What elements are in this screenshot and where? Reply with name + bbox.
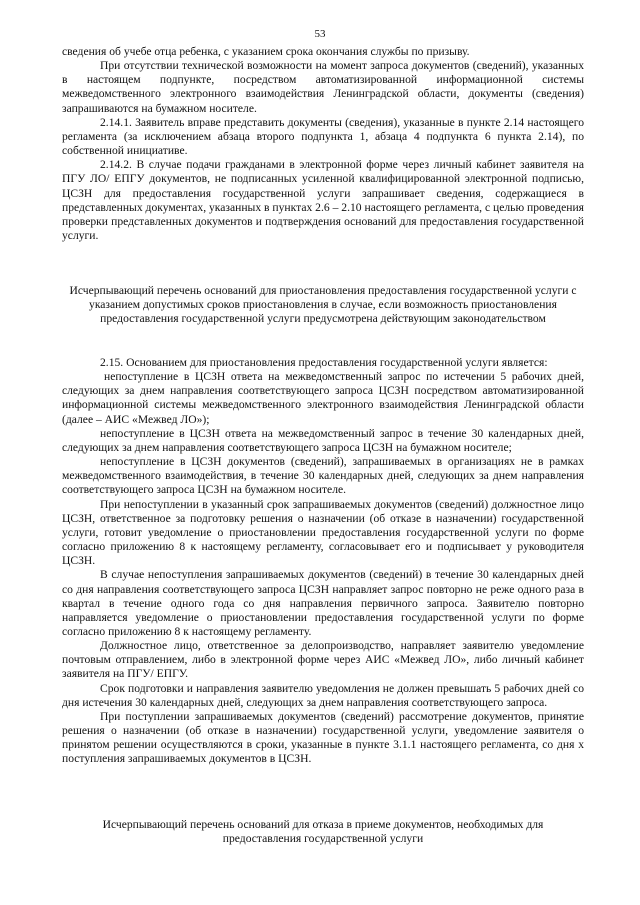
section-paragraphs-1 — [62, 45, 584, 243]
paragraph: В случае непоступления запрашиваемых документов (сведений) в течение 30 календарных дней со дня направления соответствующего запроса ЦСЗН направляет запрос повторно не реже одного раза в квартал в течение одного года со дня направления первичного запроса. Заявителю повторно направляется уведомление о приостановлении предоставления государственной услуги по форме согласно приложению 8 к настоящему регламенту. — [62, 568, 584, 638]
paragraph: При отсутствии технической возможности на момент запроса документов (сведений), указанных в настоящем подпункте, посредством автоматизированной информационной системы межведомственного электронного взаимодействия Ленинградской области, документы (сведения) запрашиваются на бумажном носителе. — [62, 59, 584, 115]
paragraph: 2.14.2. В случае подачи гражданами в электронной форме через личный кабинет заявителя на ПГУ ЛО/ ЕПГУ документов, не подписанных усиленной квалифицированной электронной подписью, ЦСЗН для предоставления государственной услуги запрашивает сведения, содержащиеся в представленных документах, указанных в пунктах 2.6 – 2.10 настоящего регламента, с целью проведения проверки представленных документов и подтверждения оснований для предоставления государственной услуги. — [62, 158, 584, 243]
paragraph: Срок подготовки и направления заявителю уведомления не должен превышать 5 рабочих дней со дня истечения 30 календарных дней, следующих за днем направления соответствующего запроса. — [62, 681, 584, 709]
page-number: 53 — [314, 28, 326, 40]
section-heading-refusal — [62, 818, 584, 846]
paragraph: 2.15. Основанием для приостановления предоставления государственной услуги является: — [100, 356, 548, 369]
paragraph: При непоступлении в указанный срок запрашиваемых документов (сведений) должностное лицо ЦСЗН, ответственное за подготовку решения о назначении (об отказе в назначении) государственной услуги, готовит уведомление о приостановлении предоставления государственной услуги по форме согласно приложению 8 к настоящему регламенту, согласовывает его и подписывает у руководителя ЦСЗН. — [62, 497, 584, 568]
paragraph: Должностное лицо, ответственное за делопроизводство, направляет заявителю уведомление почтовым отправлением, либо в электронной форме через АИС «Межвед ЛО», либо личный кабинет заявителя на ПГУ/ ЕПГУ. — [62, 639, 584, 681]
paragraph: 2.14.1. Заявитель вправе представить документы (сведения), указанные в пункте 2.14 настоящего регламента (за исключением абзаца второго подпункта 1, абзаца 4 подпункта 6 пункта 2.14), по собственной инициативе. — [62, 115, 584, 158]
section-heading: Исчерпывающий перечень оснований для отказа в приеме документов, необходимых для предоставления государственной услуги — [102, 818, 544, 846]
section-paragraphs-2 — [62, 356, 584, 767]
paragraph: сведения об учебе отца ребенка, с указанием срока окончания службы по призыву. — [62, 45, 470, 58]
paragraph: При поступлении запрашиваемых документов (сведений) рассмотрение документов, принятие решения о назначении (об отказе в назначении) государственной услуги, уведомление заявителя о принятом решении осуществляются в сроки, указанные в пункте 3.1.1 настоящего регламента, со дня х поступления запрашиваемых документов в ЦСЗН. — [62, 709, 584, 766]
section-heading-suspension — [62, 284, 584, 326]
section-heading: Исчерпывающий перечень оснований для приостановления предоставления государственной услуги с указанием допустимых сроков приостановления в случае, если возможность приостановления предоставления государственной услуги предусмотрена действующим законодательством — [69, 284, 577, 326]
paragraph: непоступление в ЦСЗН ответа на межведомственный запрос по истечении 5 рабочих дней, следующих за днем направления соответствующего запроса ЦСЗН посредством автоматизированной информационной системы межведомственного электронного взаимодействия Ленинградской области (далее – АИС «Межвед ЛО»); — [62, 370, 584, 426]
paragraph: непоступление в ЦСЗН документов (сведений), запрашиваемых в организациях не в рамках межведомственного взаимодействия, в течение 30 календарных дней, следующих за днем направления соответствующего запроса ЦСЗН на бумажном носителе. — [62, 455, 584, 497]
paragraph: непоступление в ЦСЗН ответа на межведомственный запрос в течение 30 календарных дней, следующих за днем направления соответствующего запроса ЦСЗН на бумажном носителе; — [62, 426, 584, 454]
